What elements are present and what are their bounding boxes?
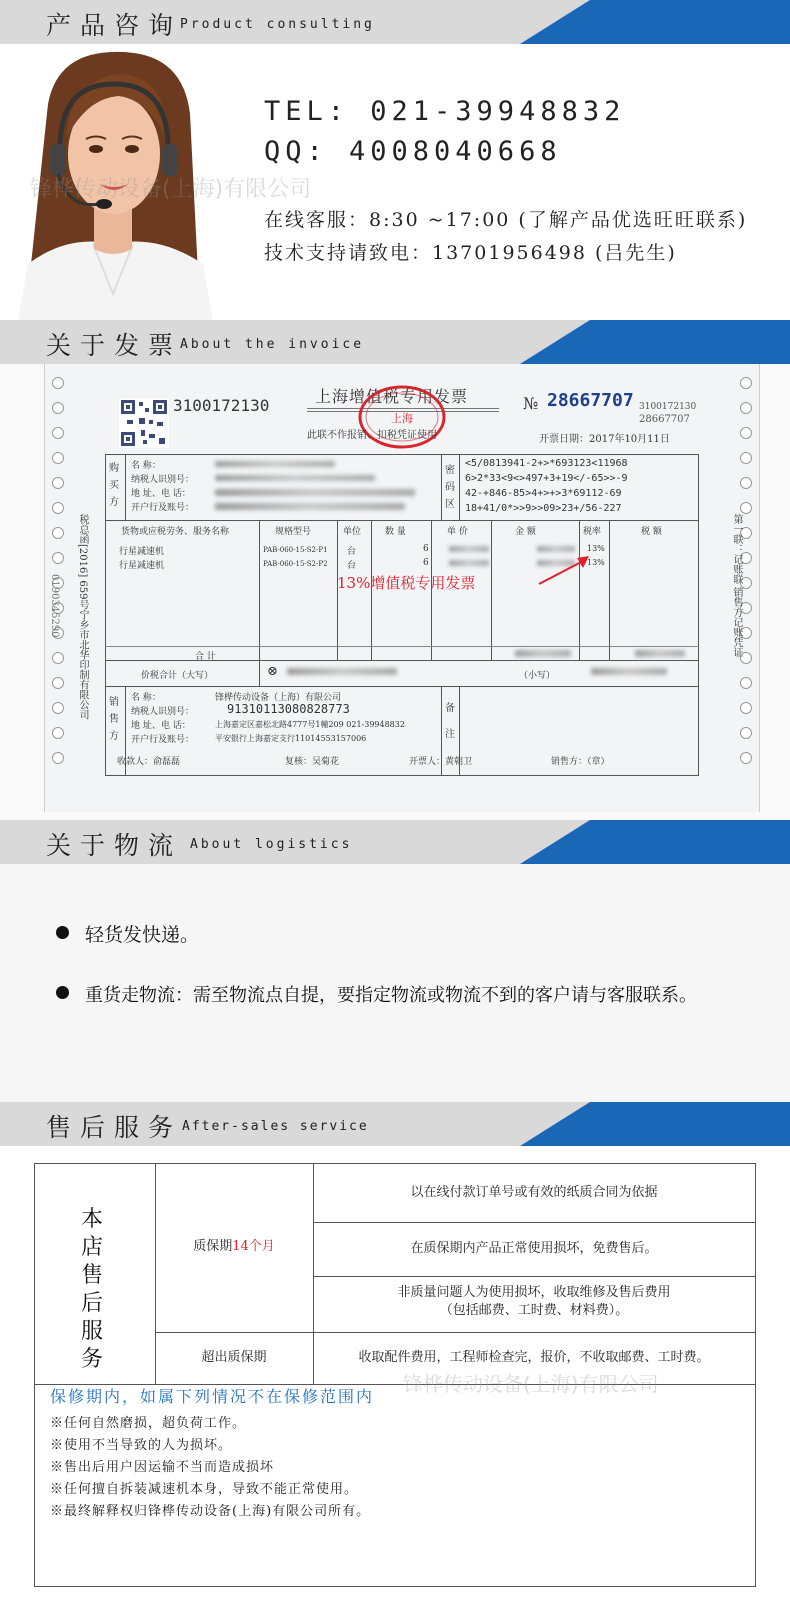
buyer-label: 购买方 xyxy=(109,463,119,508)
col-header: 货物或应税劳务、服务名称 xyxy=(121,527,230,537)
list-item: ※任何擅自拆装减速机本身，导致不能正常使用。 xyxy=(50,1482,359,1497)
seller-tax-id: 91310113080828773 xyxy=(227,702,350,716)
policy-row: （包括邮费、工时费、材料费）。 xyxy=(439,1303,629,1318)
after-sales-section xyxy=(0,1146,790,1601)
seller-field-label: 地 址、电 话： xyxy=(131,721,191,731)
logistics-section xyxy=(0,864,790,1102)
item-unit: 台 xyxy=(347,561,357,571)
qr-code-icon xyxy=(119,398,169,448)
seller-field-label: 名 称： xyxy=(131,693,161,703)
item-qty: 6 xyxy=(423,558,429,568)
policy-row: 在质保期内产品正常使用损坏，免费售后。 xyxy=(410,1241,658,1256)
header-accent xyxy=(520,820,790,864)
payee: 收款人：俞磊磊 xyxy=(117,757,181,767)
invoice-note: 此联不作报销、扣税凭证使用 xyxy=(307,430,437,441)
cipher-line: 18+41/0*>>9>>09>23+/56-227 xyxy=(465,503,622,514)
item-name: 行星减速机 xyxy=(119,561,165,571)
invoice-code-small: 3100172130 xyxy=(639,402,697,412)
seller-address: 上海嘉定区嘉松北路4777号1幢209 021-39948832 xyxy=(215,720,405,729)
section-title-cn: 产品咨询 xyxy=(46,11,183,40)
section-title-en: About logistics xyxy=(190,837,353,852)
cipher-label: 密码区 xyxy=(445,465,455,510)
col-header: 税率 xyxy=(583,527,602,537)
warranty-period: 14个月 xyxy=(232,1239,275,1254)
section-header-after-sales xyxy=(0,1102,790,1146)
watermark-text: 锋桦传动设备(上海)有限公司 xyxy=(403,1372,659,1396)
col-header: 单 价 xyxy=(447,527,468,537)
section-title-en: Product consulting xyxy=(180,17,375,32)
invoice-section xyxy=(0,364,790,820)
header-accent xyxy=(520,1102,790,1146)
section-header-consulting xyxy=(0,0,790,44)
col-header: 规格型号 xyxy=(275,527,312,537)
cipher-line: 42-+846-85>4+>+>3*69112-69 xyxy=(465,488,622,499)
invoice-serial-side: 0190345290 xyxy=(49,574,60,638)
list-item: 轻货发快递。 xyxy=(56,920,199,947)
seller-field-label: 开户行及账号： xyxy=(131,735,195,745)
col-header: 金 额 xyxy=(515,527,536,537)
buyer-field: 开户行及账号： xyxy=(131,503,195,513)
invoice-number: 28667707 xyxy=(547,390,634,411)
item-rate: 13% xyxy=(587,558,605,567)
seller-label: 销售方 xyxy=(109,697,119,742)
policy-row: 非质量问题人为使用损坏，收取维修及售后费用 xyxy=(397,1285,671,1300)
list-item: ※任何自然磨损，超负荷工作。 xyxy=(50,1416,247,1431)
list-item: ※使用不当导致的人为损坏。 xyxy=(50,1438,233,1453)
seller-bank: 平安银行上海嘉定支行11014553157006 xyxy=(215,734,367,743)
contact-section xyxy=(0,44,790,320)
item-name: 行星减速机 xyxy=(119,547,165,557)
cipher-line: <5/0813941-2+>*693123<11968 xyxy=(465,458,628,469)
invoice-number-small: 28667707 xyxy=(639,414,690,425)
exclusions-title: 保修期内，如属下列情况不在保修范围内 xyxy=(50,1387,375,1406)
invoice-code: 3100172130 xyxy=(173,396,270,415)
list-item: ※售出后用户因运输不当而造成损坏 xyxy=(50,1460,275,1475)
warranty-cell xyxy=(155,1238,313,1256)
drawer: 开票人：黄朝卫 xyxy=(409,757,473,767)
cipher-line: 6>2*33<9<>497+3+19</-65>>-9 xyxy=(465,473,628,484)
invoice-title: 上海增值税专用发票 xyxy=(315,387,469,406)
col-header: 单位 xyxy=(343,527,362,537)
item-rate: 13% xyxy=(587,544,605,553)
section-header-invoice xyxy=(0,320,790,364)
warranty-label: 质保期 xyxy=(193,1239,233,1254)
total-in-words-label: 价税合计（大写） xyxy=(141,671,214,681)
qq-number: QQ: 4008040668 xyxy=(264,136,562,167)
remarks-label: 备注 xyxy=(445,703,455,740)
number-label: № xyxy=(523,394,539,413)
list-item: ※最终解释权归锋桦传动设备(上海)有限公司所有。 xyxy=(50,1504,371,1519)
policy-row: 收取配件费用，工程师检查完，报价，不收取邮费、工时费。 xyxy=(358,1350,710,1365)
section-title-en: After-sales service xyxy=(182,1119,369,1134)
buyer-field: 纳税人识别号： xyxy=(131,475,195,485)
tech-support: 技术支持请致电：13701956498 (吕先生) xyxy=(264,242,677,264)
warranty-exclusions xyxy=(50,1384,374,1523)
arrow-icon xyxy=(535,552,595,588)
copy-label: 第一联：记账联 销售方记账凭证 xyxy=(731,514,742,658)
stamp-text: 上海 xyxy=(391,412,413,425)
reviewer: 复核：吴菊花 xyxy=(285,757,340,767)
seller-name: 锋桦传动设备（上海）有限公司 xyxy=(215,693,342,703)
list-item: 重货走物流：需至物流点自提，要指定物流或物流不到的客户请与客服联系。 xyxy=(56,981,697,1007)
service-hours: 在线客服：8:30 ~17:00 (了解产品优选旺旺联系) xyxy=(264,209,748,231)
watermark-text: 锋桦传动设备(上海)有限公司 xyxy=(30,177,312,202)
section-header-logistics xyxy=(0,820,790,864)
buyer-field: 地 址、电 话： xyxy=(131,489,191,499)
section-title-cn: 售后服务 xyxy=(46,1113,183,1142)
phone-number: TEL: 021-39948832 xyxy=(264,96,626,127)
item-spec: PAB-060-15-S2-P1 xyxy=(263,546,328,554)
header-accent xyxy=(520,320,790,364)
after-sales-table xyxy=(34,1163,756,1587)
out-of-warranty-label: 超出质保期 xyxy=(201,1350,267,1365)
item-unit: 台 xyxy=(347,547,357,557)
bullet-icon xyxy=(56,926,69,939)
item-qty: 6 xyxy=(423,544,429,554)
total-symbol: ⊗ xyxy=(267,664,278,679)
invoice-date: 开票日期：2017年10月11日 xyxy=(539,434,670,445)
total-label: 合 计 xyxy=(195,652,216,662)
policy-row: 以在线付款订单号或有效的纸质合同为依据 xyxy=(410,1185,658,1200)
col-header: 税 额 xyxy=(641,527,662,537)
item-spec: PAB-060-15-S2-P2 xyxy=(263,560,328,568)
seller-field-label: 纳税人识别号： xyxy=(131,707,195,717)
printer-info: 税总函[2016] 659号宁乡市北华印制有限公司 xyxy=(77,514,88,720)
store-after-sales-label: 本店售后服务 xyxy=(80,1207,103,1372)
invoice-annotation: 13%增值税专用发票 xyxy=(337,574,476,592)
small-label: （小写） xyxy=(519,671,556,681)
header-accent xyxy=(520,0,790,44)
section-title-cn: 关于发票 xyxy=(46,331,183,360)
seller-stamp: 销售方：（章） xyxy=(551,757,610,767)
bullet-icon xyxy=(56,986,69,999)
buyer-field: 名 称： xyxy=(131,461,161,471)
invoice-image xyxy=(44,364,760,812)
section-title-cn: 关于物流 xyxy=(46,831,183,860)
section-title-en: About the invoice xyxy=(180,337,365,352)
col-header: 数 量 xyxy=(385,527,406,537)
